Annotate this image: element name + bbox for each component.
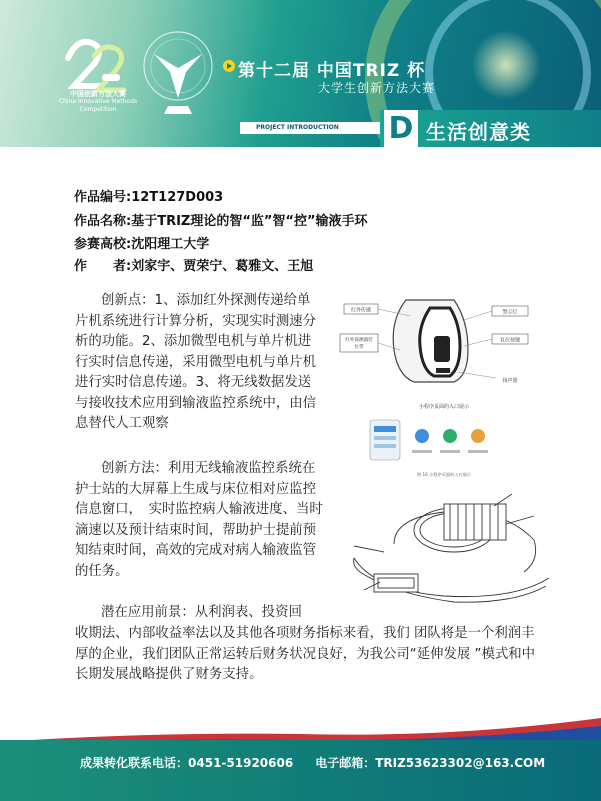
logo-caption [48, 90, 148, 114]
category-name: 生活创意类 [426, 120, 531, 144]
project-intro-label: PROJECT INTRODUCTION [256, 124, 339, 131]
logo-en-text: China Innovative Methods Competition [58, 98, 138, 113]
infusion-bracelet-diagram [334, 290, 554, 610]
meta-school-value: 沈阳理工大学 [131, 237, 210, 252]
fig-label-speaker: 扬声器 [502, 378, 518, 384]
play-icon [223, 60, 235, 72]
fig-label-reset: 复位按键 [499, 337, 521, 344]
footer-phone-value: 0451-51920606 [188, 756, 294, 770]
meta-school [74, 236, 209, 253]
footer-phone-label: 成果转化联系电话： [80, 756, 189, 770]
innovation-points-paragraph: 创新点：1、添加红外探测传递给单片机系统进行计算分析，实现实时测速分析的功能。2、添加微型电机与单片机进行实时信息传递，采用微型电机与单片机进行实时信息传递。3、将无线数据发送与接收技术应用到输液监控系统中，由信息替代人工观察 [75, 293, 317, 431]
fig-label-infrared: 红外传感 [350, 307, 372, 314]
fig-label-alarm: 警示灯 [502, 309, 518, 316]
contest-title: 第十二届 中国TRIZ 杯 [238, 61, 426, 81]
meta-author-label: 作 者: [74, 259, 132, 274]
category-letter: D [384, 110, 418, 147]
application-prospect-paragraph-start: 潜在应用前景：从利润表、投资回 [101, 605, 302, 620]
footer-contact [80, 754, 545, 771]
app-screens-drawing [370, 403, 488, 478]
meta-school-label: 参赛高校: [74, 237, 132, 252]
fig-label-infrared3: 位带 [354, 345, 364, 350]
footer-email-value: TRIZ53623302@163.COM [375, 756, 546, 770]
footer-email-label: 电子邮箱： [315, 756, 376, 770]
trophy-emblem-icon [140, 28, 216, 118]
contest-subtitle: 大学生创新方法大赛 [318, 81, 436, 95]
meta-name-label: 作品名称: [74, 214, 132, 229]
meta-code [74, 189, 223, 206]
application-prospect-paragraph-rest: 收期法、内部收益率法以及其他各项财务指标来看，我们 团队将是一个利润丰厚的企业，我们团队正常运转后财务状况良好，为我公司“延伸发展 ”模式和中长期发展战略提供了财务支持。 [75, 626, 536, 682]
meta-code-label: 作品编号: [74, 190, 132, 205]
fig-label-infrared2: 红外探测器装 [345, 338, 373, 343]
project-intro-bar [240, 122, 380, 134]
bracelet-device-drawing [340, 300, 528, 384]
meta-code-value: 12T127D003 [131, 190, 224, 205]
innovation-method-paragraph: 创新方法：利用无线输液监控系统在护士站的大屏幕上生成与床位相对应监控信息窗口， 实时监控病人输液进度、当时滴速以及预计结束时间，帮助护士提前预知结束时间，高效的完成对病人输液监管的任务。 [75, 461, 323, 579]
fig-caption-mid: 小程序页面的入口展示 [418, 404, 470, 410]
meta-name [74, 213, 368, 230]
wristband-drawing [354, 494, 549, 602]
meta-name-value: 基于TRIZ理论的智“监”智“控”输液手环 [131, 214, 368, 229]
logo-cn-text: 中国创新方法大赛 [70, 90, 126, 98]
fig-caption-bottom: 图 16 小程序页面的入口展示 [416, 472, 472, 477]
meta-author-value: 刘家宇、贾荣宁、葛雅文、王旭 [131, 259, 314, 274]
meta-author [74, 258, 313, 275]
